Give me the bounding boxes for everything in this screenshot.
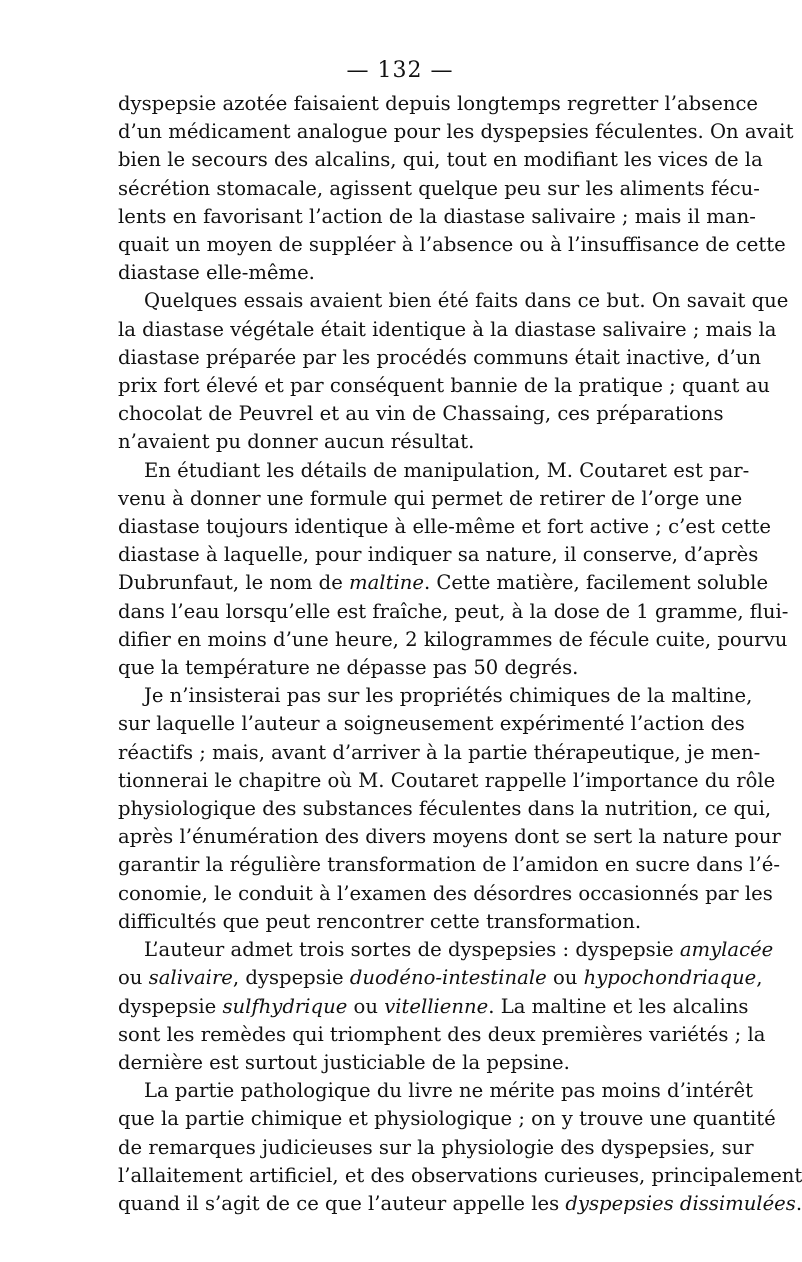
page-number: — 132 — <box>346 58 454 83</box>
text-fragment: . <box>795 1191 802 1215</box>
text-line: Quelques essais avaient bien été faits dans ce but. On savait que <box>144 289 789 313</box>
text-fragment: dyspepsie <box>118 994 223 1018</box>
text-line: diastase préparée par les procédés communs était inactive, d’un <box>118 345 761 369</box>
text-line: lents en favorisant l’action de la diastase salivaire ; mais il man- <box>118 204 756 228</box>
text-line: venu à donner une formule qui permet de retirer de l’orge une <box>118 486 743 510</box>
paragraph-2 <box>118 287 789 456</box>
text-line <box>118 1190 802 1218</box>
paragraph-5 <box>118 936 774 1077</box>
italic-term-maltine: maltine <box>349 571 424 595</box>
text-line: sont les remèdes qui triomphent des deux premières variétés ; la <box>118 1022 766 1046</box>
text-line: que la partie chimique et physiologique ; on y trouve une quantité <box>118 1107 776 1131</box>
text-line: de remarques judicieuses sur la physiologie des dyspepsies, sur <box>118 1135 754 1159</box>
text-fragment: ou <box>546 966 584 990</box>
text-line: que la température ne dépasse pas 50 degrés. <box>118 656 579 680</box>
text-line: physiologique des substances féculentes dans la nutrition, ce qui, <box>118 797 772 821</box>
italic-term: duodéno-intestinale <box>349 966 547 990</box>
body-text <box>118 90 802 1218</box>
text-line: tionnerai le chapitre où M. Coutaret rappelle l’importance du rôle <box>118 768 776 792</box>
text-fragment: quand il s’agit de ce que l’auteur appelle les <box>118 1191 566 1215</box>
text-line: n’avaient pu donner aucun résultat. <box>118 430 475 454</box>
text-line: La partie pathologique du livre ne mérite pas moins d’intérêt <box>144 1079 753 1103</box>
italic-term: dyspepsies dissimulées <box>565 1191 796 1215</box>
text-line <box>118 936 774 964</box>
italic-term: hypochondriaque <box>583 966 757 990</box>
text-line <box>118 964 763 992</box>
text-fragment: ou <box>118 966 149 990</box>
text-line: diastase à laquelle, pour indiquer sa nature, il conserve, d’après <box>118 543 759 567</box>
text-line: réactifs ; mais, avant d’arriver à la partie thérapeutique, je men- <box>118 740 761 764</box>
text-line: difficultés que peut rencontrer cette transformation. <box>118 909 642 933</box>
italic-term: vitellienne <box>384 994 489 1018</box>
text-line: bien le secours des alcalins, qui, tout en modifiant les vices de la <box>118 148 763 172</box>
text-line: Je n’insisterai pas sur les propriétés chimiques de la maltine, <box>144 684 753 708</box>
text-fragment: . Cette matière, facilement soluble <box>423 571 769 595</box>
text-line: dernière est surtout justiciable de la pepsine. <box>118 1050 570 1074</box>
italic-term: salivaire <box>148 966 233 990</box>
text-fragment: , <box>756 966 763 990</box>
text-fragment: . La maltine et les alcalins <box>488 994 749 1018</box>
italic-term: sulfhydrique <box>222 994 348 1018</box>
text-fragment: , dyspepsie <box>232 966 350 990</box>
text-line: chocolat de Peuvrel et au vin de Chassaing, ces préparations <box>118 402 724 426</box>
text-fragment: Dubrunfaut, le nom de <box>118 571 350 595</box>
text-line: dans l’eau lorsqu’elle est fraîche, peut, à la dose de 1 gramme, flui- <box>118 599 789 623</box>
text-fragment: L’auteur admet trois sortes de dyspepsies : dyspepsie <box>144 938 680 962</box>
text-line: conomie, le conduit à l’examen des désordres occasionnés par les <box>118 881 773 905</box>
text-fragment: ou <box>347 994 385 1018</box>
text-line: après l’énumération des divers moyens dont se sert la nature pour <box>118 825 781 849</box>
paragraph-4 <box>118 682 781 936</box>
text-line <box>118 569 769 597</box>
text-line: quait un moyen de suppléer à l’absence ou à l’insuffisance de cette <box>118 233 786 257</box>
text-line: la diastase végétale était identique à la diastase salivaire ; mais la <box>118 317 777 341</box>
text-line: sur laquelle l’auteur a soigneusement expérimenté l’action des <box>118 712 745 736</box>
paragraph-6 <box>118 1077 802 1218</box>
text-line: dyspepsie azotée faisaient depuis longtemps regretter l’absence <box>118 92 759 115</box>
text-line: difier en moins d’une heure, 2 kilogrammes de fécule cuite, pourvu <box>118 627 788 651</box>
text-line: garantir la régulière transformation de l’amidon en sucre dans l’é- <box>118 853 780 877</box>
text-line: diastase elle-même. <box>118 261 315 285</box>
text-line: sécrétion stomacale, agissent quelque peu sur les aliments fécu- <box>118 176 760 200</box>
text-line: l’allaitement artificiel, et des observations curieuses, principalement <box>118 1163 802 1187</box>
text-line <box>118 993 749 1021</box>
paragraph-3 <box>118 457 789 683</box>
text-line: d’un médicament analogue pour les dyspepsies féculentes. On avait <box>118 120 794 144</box>
italic-term: amylacée <box>679 938 774 962</box>
text-line: En étudiant les détails de manipulation, M. Coutaret est par- <box>144 458 750 482</box>
paragraph-1 <box>118 90 794 287</box>
text-line: prix fort élevé et par conséquent bannie de la pratique ; quant au <box>118 374 770 398</box>
text-line: diastase toujours identique à elle-même et fort active ; c’est cette <box>118 515 771 539</box>
